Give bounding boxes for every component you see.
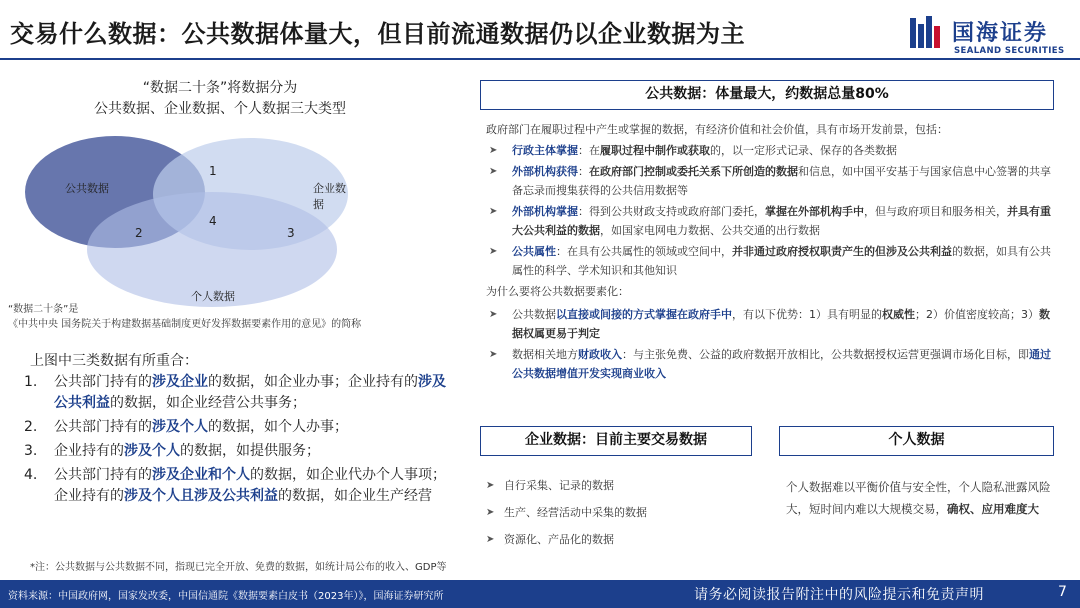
- enterprise-item: ➤ 生产、经营活动中采集的数据: [486, 506, 647, 519]
- venn-label-enterprise: 企业数据: [313, 182, 346, 211]
- venn-region-1: 1: [209, 164, 217, 178]
- venn-note-line1: “数据二十条”是: [8, 304, 79, 315]
- venn-region-4: 4: [209, 214, 217, 228]
- title-divider: [0, 58, 1080, 60]
- personal-data-body: 个人数据难以平衡价值与安全性，个人隐私泄露风险大，短时间内难以大规模交易，确权、应用难度大: [786, 480, 1051, 516]
- enterprise-data-heading: 企业数据：目前主要交易数据: [480, 426, 752, 456]
- public-data-heading: 公共数据：体量最大，约数据总量80%: [480, 80, 1054, 110]
- why-heading: 为什么要将公共数据要素化：: [486, 285, 629, 298]
- disclaimer-text: 请务必阅读报告附注中的风险提示和免责声明: [694, 587, 984, 603]
- overlap-heading: 上图中三类数据有所重合：: [30, 353, 198, 369]
- footnote: *注：公共数据与公共数据不同，指现已完全开放、免费的数据，如统计局公布的收入、GDP等: [30, 562, 447, 573]
- public-data-body: [486, 120, 1056, 385]
- enterprise-item: ➤ 资源化、产品化的数据: [486, 533, 614, 546]
- arrow-bullet-icon: ➤: [489, 246, 498, 257]
- page-title: 交易什么数据：公共数据体量大，但目前流通数据仍以企业数据为主: [10, 20, 745, 48]
- logo-name-en: SEALAND SECURITIES: [954, 46, 1065, 56]
- arrow-bullet-icon: ➤: [486, 507, 495, 518]
- arrow-bullet-icon: ➤: [489, 145, 498, 156]
- personal-data-heading: 个人数据: [779, 426, 1054, 456]
- why-bullet-1: ➤ 公共数据以直接或间接的方式掌握在政府手中，有以下优势：1）具有明显的权威性；2）价值密度较高；3）数据权属更易于判定: [486, 305, 1056, 343]
- public-bullet-2: ➤ 外部机构获得：在政府部门控制或委托关系下所创造的数据和信息，如中国平安基于与国家信息中心签署的共享备忘录而搜集获得的公共信用数据等: [486, 162, 1056, 200]
- arrow-bullet-icon: ➤: [486, 534, 495, 545]
- venn-title-line1: “数据二十条”将数据分为: [142, 80, 298, 96]
- overlap-item-4: 4. 公共部门持有的涉及企业和个人的数据，如企业代办个人事项；企业持有的涉及个人且涉及公共利益的数据，如企业生产经营: [24, 467, 446, 504]
- overlap-list: [24, 372, 454, 510]
- data-types-venn-diagram: [25, 126, 355, 311]
- public-bullet-3: ➤ 外部机构掌握：得到公共财政支持或政府部门委托，掌握在外部机构手中，但与政府项目和服务相关，并具有重大公共利益的数据，如国家电网电力数据、公共交通的出行数据: [486, 202, 1056, 240]
- venn-region-3: 3: [287, 226, 295, 240]
- enterprise-data-list: [486, 477, 756, 558]
- overlap-item-1: 1. 公共部门持有的涉及企业的数据，如企业办事；企业持有的涉及公共利益的数据，如企业经营公共事务；: [24, 374, 446, 411]
- footer-bar: [0, 580, 1080, 608]
- enterprise-item: ➤ 自行采集、记录的数据: [486, 479, 614, 492]
- venn-title-line2: 公共数据、企业数据、个人数据三大类型: [94, 101, 346, 117]
- public-bullet-4: ➤ 公共属性：在具有公共属性的领域或空间中，并非通过政府授权职责产生的但涉及公共利益的数据，如具有公共属性的科学、学术知识和其他知识: [486, 242, 1056, 280]
- arrow-bullet-icon: ➤: [486, 480, 495, 491]
- public-data-intro: 政府部门在履职过程中产生或掌握的数据，有经济价值和社会价值，具有市场开发前景，包括：: [486, 123, 948, 136]
- overlap-item-3: 3. 企业持有的涉及个人的数据，如提供服务；: [24, 443, 320, 459]
- venn-label-personal: 个人数据: [191, 290, 235, 303]
- logo-name-cn: 国海证券: [952, 21, 1049, 46]
- arrow-bullet-icon: ➤: [489, 309, 498, 320]
- arrow-bullet-icon: ➤: [489, 349, 498, 360]
- arrow-bullet-icon: ➤: [489, 206, 498, 217]
- page-number: 7: [1058, 584, 1067, 600]
- venn-region-2: 2: [135, 226, 143, 240]
- source-text: 资料来源：中国政府网，国家发改委，中国信通院《数据要素白皮书（2023年）》，国海证券研究所: [8, 591, 444, 602]
- arrow-bullet-icon: ➤: [489, 166, 498, 177]
- venn-label-public: 公共数据: [65, 182, 109, 195]
- why-bullet-2: ➤ 数据相关地方财政收入：与主张免费、公益的政府数据开放相比，公共数据授权运营更强调市场化目标，即通过公共数据增值开发实现商业收入: [486, 345, 1056, 383]
- brand-logo: [908, 8, 1073, 60]
- venn-title: [30, 78, 410, 120]
- sealand-logo-icon: [908, 14, 944, 52]
- overlap-item-2: 2. 公共部门持有的涉及个人的数据，如个人办事；: [24, 419, 348, 435]
- public-bullet-1: ➤ 行政主体掌握：在履职过程中制作或获取的，以一定形式记录、保存的各类数据: [486, 141, 1056, 160]
- venn-note: [8, 302, 458, 332]
- venn-note-line2: 《中共中央 国务院关于构建数据基础制度更好发挥数据要素作用的意见》的简称: [8, 319, 362, 330]
